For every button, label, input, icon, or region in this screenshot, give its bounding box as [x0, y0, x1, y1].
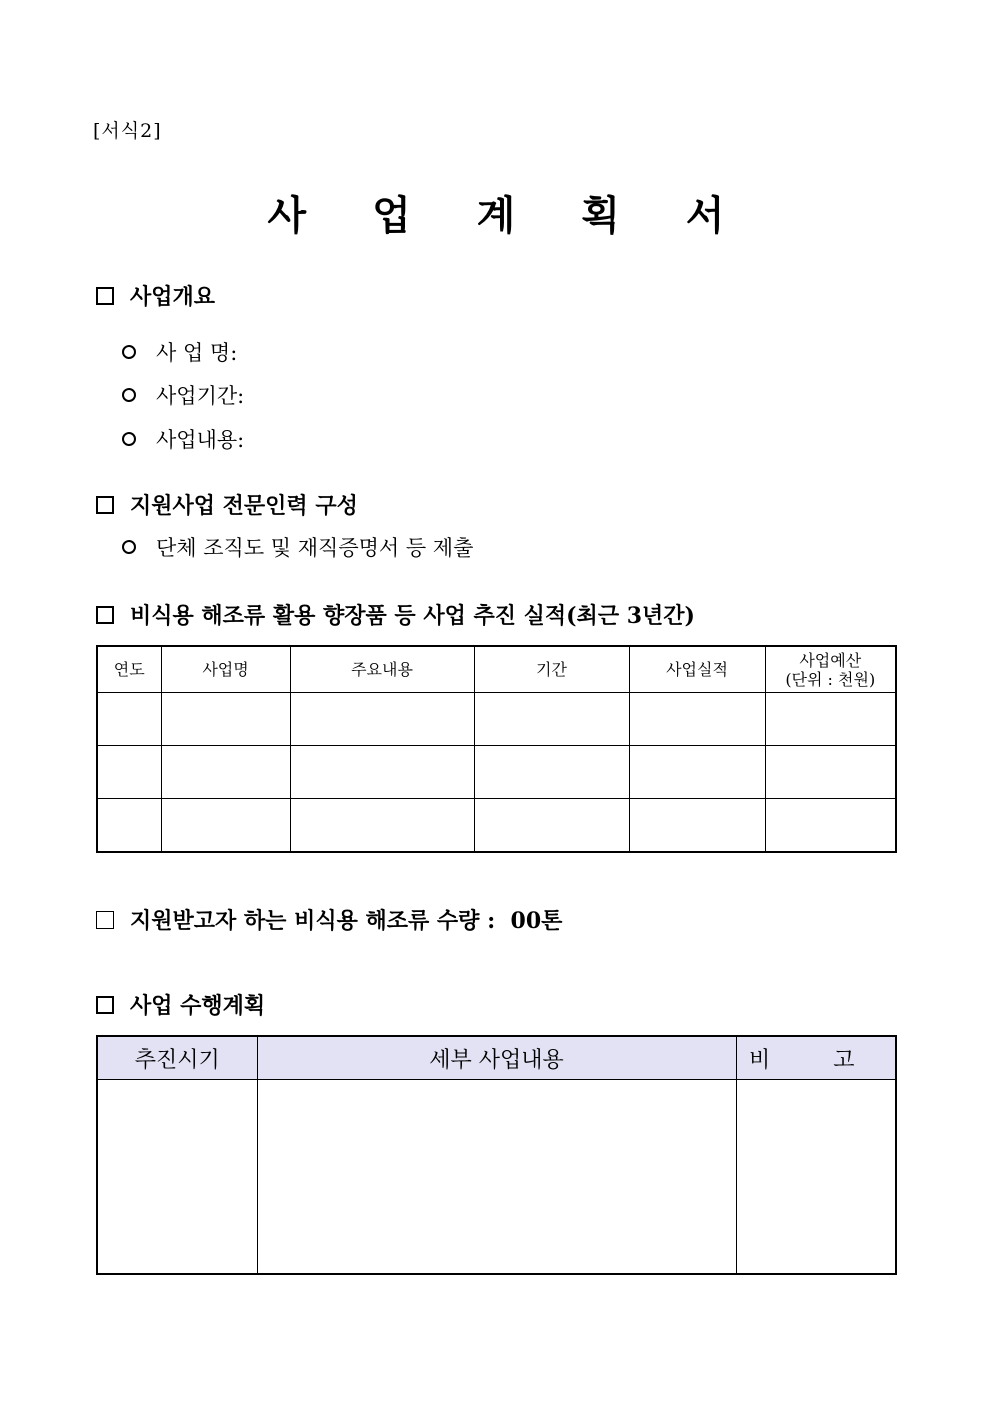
- column-header-period: 기간: [474, 646, 629, 693]
- column-header-performance: 사업실적: [629, 646, 765, 693]
- list-item-business-name: 사 업 명:: [122, 337, 237, 367]
- table-cell[interactable]: [161, 799, 290, 853]
- table-cell[interactable]: [736, 1080, 896, 1275]
- table-row: [97, 693, 896, 746]
- table-cell[interactable]: [474, 746, 629, 799]
- column-header-detail-content: 세부 사업내용: [257, 1036, 736, 1080]
- table-cell[interactable]: [161, 693, 290, 746]
- section-performance-record: [96, 599, 695, 630]
- table-cell[interactable]: [97, 799, 161, 853]
- section-execution-plan: [96, 989, 265, 1020]
- checkbox-icon[interactable]: [96, 287, 114, 305]
- list-item-submit-documents: 단체 조직도 및 재직증명서 등 제출: [122, 532, 473, 562]
- circle-bullet-icon: [122, 345, 136, 359]
- section-requested-quantity: [96, 904, 562, 935]
- table-cell[interactable]: [629, 799, 765, 853]
- section-staff-composition: [96, 489, 358, 520]
- table-cell[interactable]: [97, 1080, 257, 1275]
- table-cell[interactable]: [765, 799, 896, 853]
- performance-record-table: [96, 645, 897, 853]
- table-cell[interactable]: [97, 693, 161, 746]
- table-cell[interactable]: [161, 746, 290, 799]
- section-heading: 사업 수행계획: [130, 993, 266, 1019]
- execution-plan-table: [96, 1035, 897, 1275]
- budget-label: 사업예산: [799, 650, 862, 670]
- form-number: [서식2]: [93, 120, 162, 142]
- column-header-year: 연도: [97, 646, 161, 693]
- list-item-business-period: 사업기간:: [122, 380, 244, 410]
- table-cell[interactable]: [257, 1080, 736, 1275]
- table-header-row: [97, 1036, 896, 1080]
- budget-unit-label: (단위 : 천원): [785, 669, 876, 689]
- column-header-business-name: 사업명: [161, 646, 290, 693]
- checkbox-icon[interactable]: [96, 496, 114, 514]
- column-header-remarks: 비 고: [736, 1036, 896, 1080]
- table-cell[interactable]: [629, 746, 765, 799]
- checkbox-icon[interactable]: [96, 606, 114, 624]
- column-header-main-content: 주요내용: [290, 646, 474, 693]
- circle-bullet-icon: [122, 388, 136, 402]
- table-cell[interactable]: [629, 693, 765, 746]
- table-cell[interactable]: [290, 693, 474, 746]
- section-heading: 지원사업 전문인력 구성: [130, 493, 358, 519]
- column-header-budget: [765, 646, 896, 693]
- column-header-schedule: 추진시기: [97, 1036, 257, 1080]
- table-cell[interactable]: [765, 693, 896, 746]
- list-item-business-content: 사업내용:: [122, 424, 244, 454]
- table-row: [97, 746, 896, 799]
- table-row: [97, 1080, 896, 1275]
- checkbox-icon[interactable]: [96, 911, 114, 929]
- section-heading: 사업개요: [130, 284, 216, 310]
- table-cell[interactable]: [290, 799, 474, 853]
- table-cell[interactable]: [97, 746, 161, 799]
- table-row: [97, 799, 896, 853]
- section-heading: 비식용 해조류 활용 향장품 등 사업 추진 실적(최근 3년간): [130, 603, 695, 629]
- table-header-row: [97, 646, 896, 693]
- table-cell[interactable]: [290, 746, 474, 799]
- table-cell[interactable]: [765, 746, 896, 799]
- table-cell[interactable]: [474, 799, 629, 853]
- section-heading: 지원받고자 하는 비식용 해조류 수량 : 00톤: [130, 908, 563, 934]
- circle-bullet-icon: [122, 540, 136, 554]
- checkbox-icon[interactable]: [96, 996, 114, 1014]
- section-business-overview: [96, 280, 215, 311]
- circle-bullet-icon: [122, 432, 136, 446]
- table-cell[interactable]: [474, 693, 629, 746]
- page-title: 사 업 계 획 서: [267, 192, 751, 239]
